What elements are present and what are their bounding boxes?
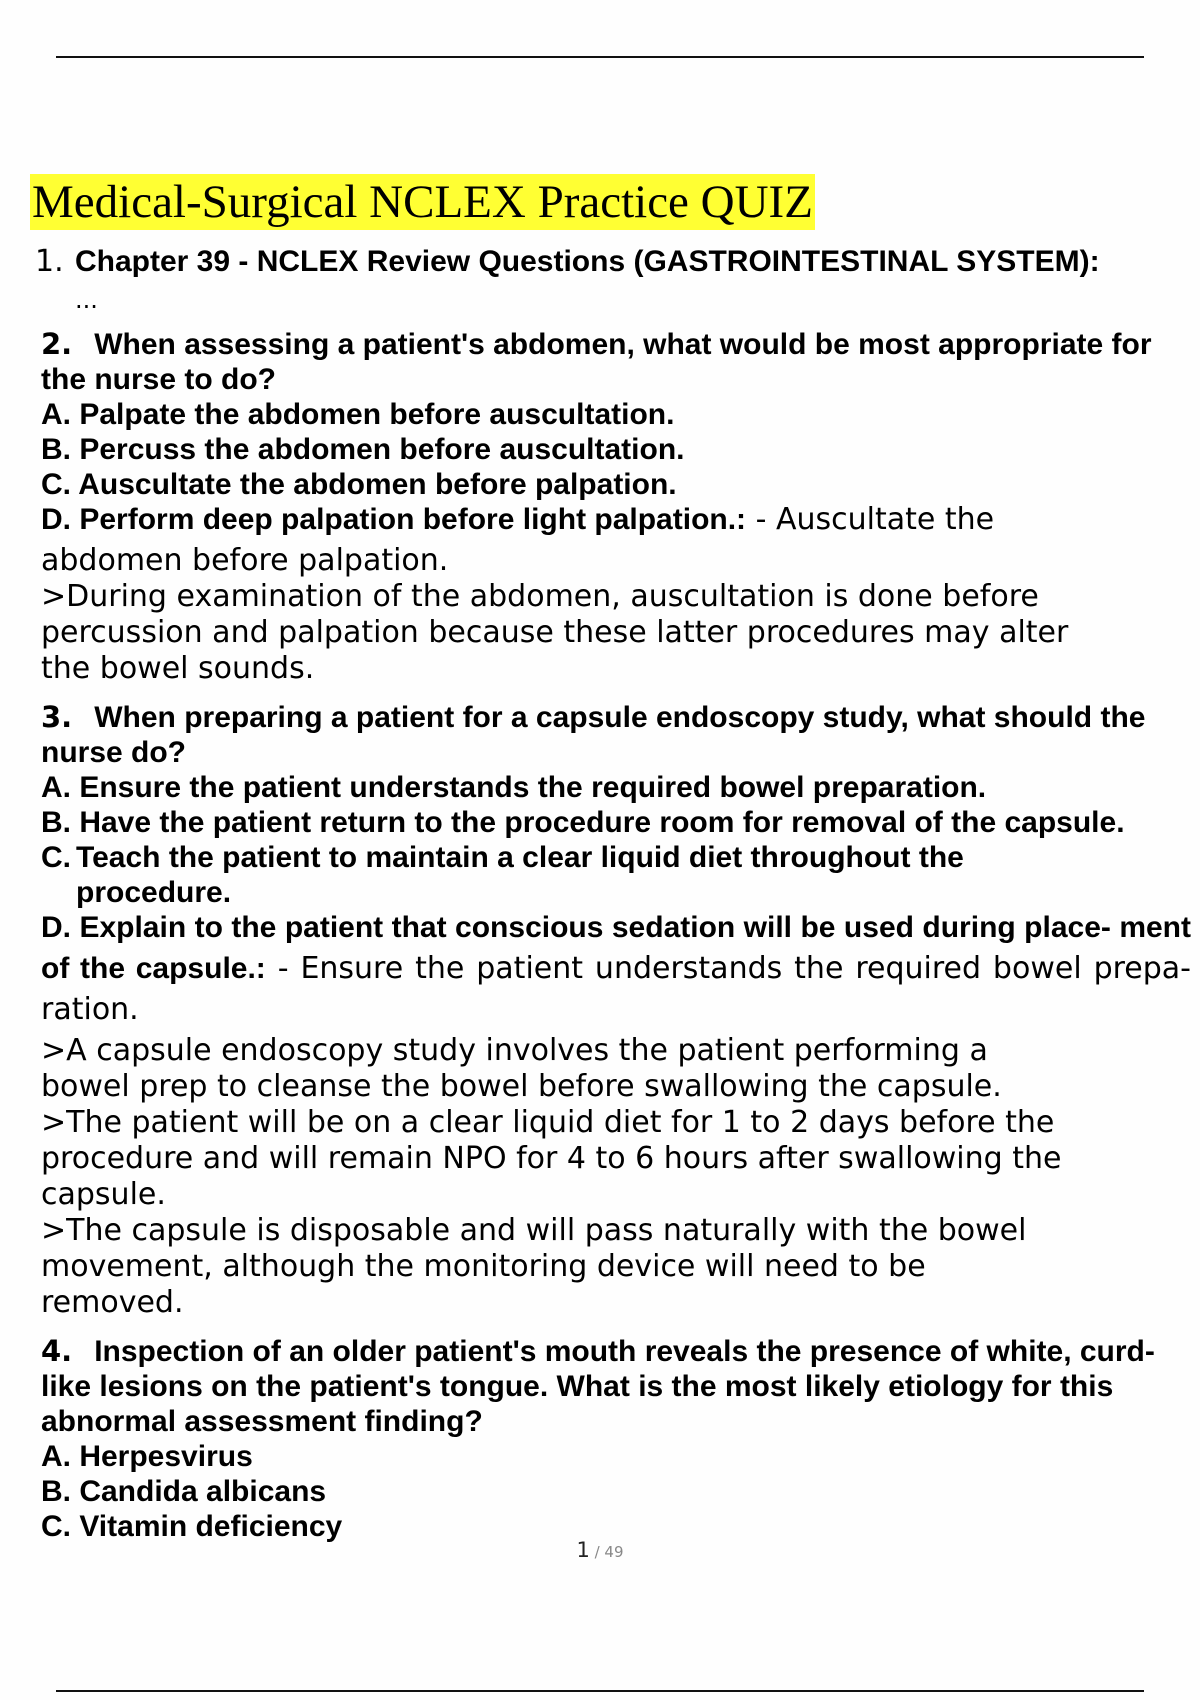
rationale-line: >A capsule endoscopy study involves the patient performing a [41,1033,988,1068]
answer-continued: abdomen before palpation. [41,543,449,578]
option-d: D. Perform deep palpation before light palpation.: [41,503,747,536]
option-d-with-answer [41,910,1191,1033]
rationale-line: >The capsule is disposable and will pass naturally with the bowel [41,1213,1027,1248]
rationale-line: the bowel sounds. [41,651,315,686]
quiz-content [35,244,1200,1544]
option-d: D. Explain to the patient that conscious sedation will be used during place- ment of the capsule.: [41,911,1191,985]
option-b: B. Percuss the abdomen before auscultation. [41,433,685,466]
rationale-line: bowel prep to cleanse the bowel before swallowing the capsule. [41,1069,1002,1104]
option-c-text: Teach the patient to maintain a clear liquid diet throughout the procedure. [76,841,964,909]
option-c: C. Vitamin deficiency [41,1510,343,1543]
option-a: A. Ensure the patient understands the required bowel preparation. [41,771,987,804]
question-2 [41,327,1200,687]
question-number: 4. [41,1334,73,1368]
answer: - Ensure the patient understands the required bowel prepa- ration. [41,951,1191,1027]
option-b: B. Candida albicans [41,1475,327,1508]
option-a: A. Herpesvirus [41,1440,253,1473]
current-page: 1 [576,1538,590,1562]
option-b: B. Have the patient return to the procedure room for removal of the capsule. [41,806,1125,839]
question-3 [41,700,1200,1321]
rationale-line: procedure and will remain NPO for 4 to 6 hours after swallowing the [41,1141,1062,1176]
rationale-line: movement, although the monitoring device will need to be [41,1249,926,1284]
page-indicator [0,1538,1200,1562]
question-text: 4. Inspection of an older patient's mouth reveals the presence of white, curd-like lesions on the patient's tongue. What is the most likely etiology for this abnormal assessment finding? [41,1334,1155,1438]
chapter-number: 1. [35,244,64,279]
option-d-with-answer [41,502,1200,543]
rationale-line: >The patient will be on a clear liquid diet for 1 to 2 days before the [41,1105,1055,1140]
option-a: A. Palpate the abdomen before auscultation. [41,398,675,431]
option-c-label: C. [41,841,71,874]
rationale-line: capsule. [41,1177,166,1212]
question-text: 2. When assessing a patient's abdomen, what would be most appropriate for the nurse to do? [41,327,1152,396]
question-4 [41,1334,1200,1544]
rationale-line: percussion and palpation because these latter procedures may alter [41,615,1069,650]
option-c [41,840,1076,910]
chapter-title: Chapter 39 - NCLEX Review Questions (GASTROINTESTINAL SYSTEM): [75,245,1100,278]
option-c: C. Auscultate the abdomen before palpation. [41,468,677,501]
question-text: 3. When preparing a patient for a capsule endoscopy study, what should the nurse do? [41,700,1146,769]
bottom-rule [56,1690,1144,1692]
top-rule [56,56,1144,58]
chapter-ellipsis: ... [75,286,98,314]
answer: - Auscultate the [746,502,995,537]
chapter-heading [35,244,1200,285]
question-number: 2. [41,327,73,361]
total-pages: / 49 [589,1543,624,1561]
document-title: Medical-Surgical NCLEX Practice QUIZ [32,176,813,228]
rationale-line: removed. [41,1285,184,1320]
question-number: 3. [41,700,73,734]
rationale-line: >During examination of the abdomen, auscultation is done before [41,579,1039,614]
